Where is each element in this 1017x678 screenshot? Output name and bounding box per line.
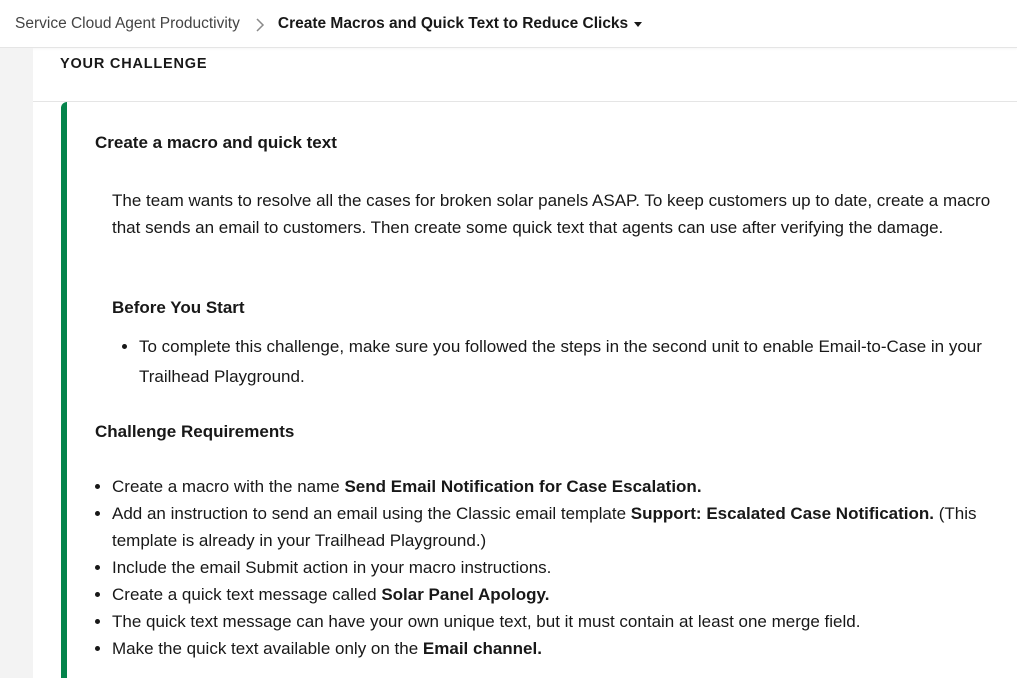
list-item: • To complete this challenge, make sure you followed the steps in the second unit to enable Email-to-Case in your Trailhead Playground. [139,332,1017,392]
section-heading: YOUR CHALLENGE [60,56,208,72]
requirement-text: Create a macro with the name [112,477,345,496]
list-item [112,500,1017,554]
left-rail [0,48,33,678]
requirement-bold: Send Email Notification for Case Escalation. [344,477,702,496]
before-you-start-list [112,332,1017,392]
before-you-start-heading: Before You Start [112,298,245,317]
requirements-list [95,473,1017,662]
caret-down-icon [634,22,642,27]
requirement-bold: Email channel. [422,639,542,658]
requirement-bold: Solar Panel Apology. [381,585,550,604]
requirement-text: (This template is already in your Trailhead Playground.) [112,504,977,550]
requirement-text: Make the quick text available only on the [112,639,423,658]
list-item [112,473,1017,500]
breadcrumb-parent-link[interactable]: Service Cloud Agent Productivity [15,14,240,32]
list-item [112,581,1017,608]
requirement-text: Add an instruction to send an email using the Classic email template [112,504,631,523]
breadcrumb-current-label: Create Macros and Quick Text to Reduce Clicks [277,14,629,32]
requirements-heading: Challenge Requirements [95,422,295,441]
list-item [112,554,1017,581]
breadcrumb-current-dropdown[interactable] [278,15,642,33]
requirement-text: The quick text message can have your own unique text, but it must contain at least one merge field. [112,612,861,631]
list-item [112,608,1017,635]
chevron-right-icon [254,18,266,32]
breadcrumb-bar [0,0,1017,48]
list-item [112,635,1017,662]
challenge-title: Create a macro and quick text [95,133,337,152]
requirement-text: Create a quick text message called [112,585,382,604]
requirement-text: Include the email Submit action in your macro instructions. [112,558,552,577]
requirement-bold: Support: Escalated Case Notification. [630,504,935,523]
challenge-intro: The team wants to resolve all the cases for broken solar panels ASAP. To keep customers up to date, create a macro that sends an email to customers. Then create some quick text that agents can use after verifying the damage. [112,191,991,237]
